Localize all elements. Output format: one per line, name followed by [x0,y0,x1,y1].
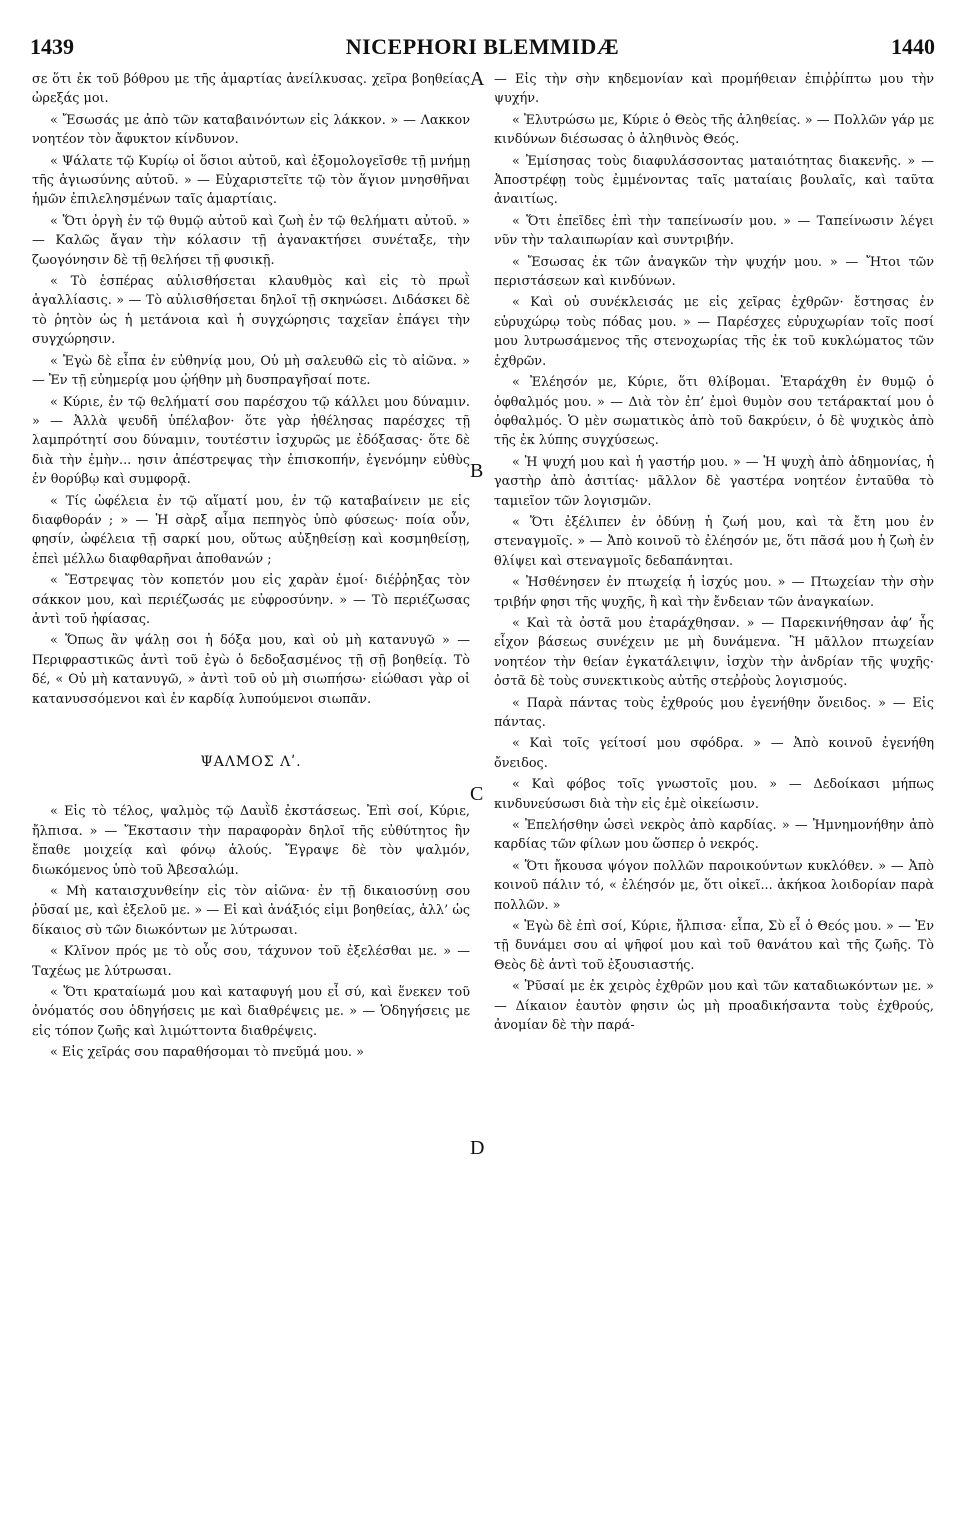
paragraph: « Ὅτι ὀργὴ ἐν τῷ θυμῷ αὐτοῦ καὶ ζωὴ ἐν τῷ θελήματι αὐτοῦ. » — Καλῶς ἄγαν τὴν κόλασιν τῇ ἀγανακτήσει συνέταξε, τὴν ζωογόνησιν δὲ τῇ θελήσει τῇ φυσικῇ. [32,213,470,268]
paragraph: « Ἐπελήσθην ὡσεὶ νεκρὸς ἀπὸ καρδίας. » — Ἠμνημονήθην ἀπὸ καρδίας τῶν φίλων μου ὥσπερ ὁ νεκρός. [494,818,934,853]
paragraph: « Ἐμίσησας τοὺς διαφυλάσσοντας ματαιότητας διακενῆς. » — Ἀποστρέφῃ τοὺς ἐμμένοντας ταῖς ματαίαις βουλαῖς, καὶ ταῦτα ἀναιτίως. [494,153,934,208]
paragraph: « Ἔσωσάς με ἀπὸ τῶν καταβαινόντων εἰς λάκκον. » — Λακκον νοητέον τὸν ἄφυκτον κίνδυνον. [32,112,470,148]
paragraph: « Ὅπως ἂν ψάλῃ σοι ἡ δόξα μου, καὶ οὐ μὴ κατανυγῶ » — Περιφραστικῶς ἀντὶ τοῦ ἐγὼ ὁ δεδοξασμένος τῇ σῇ βοηθείᾳ. Τὸ δέ, « Οὐ μὴ κατανυγῶ, » ἀντὶ τοῦ οὐ μὴ σιωπήσω· εἰώθασι γὰρ οἱ κατανυσσόμενοι καὶ ἐν καρδίᾳ λυπούμενοι σιωπᾶν. [32,633,470,707]
paragraph: « Ψάλατε τῷ Κυρίῳ οἱ ὅσιοι αὐτοῦ, καὶ ἐξομολογεῖσθε τῇ μνήμῃ τῆς ἁγιωσύνης αὐτοῦ. » — Εὐχαριστεῖτε τῷ τὸν ἅγιον μνησθῆναι ἡμῶν ἐπιλελησμένων ταῖς ἁμαρτίαις. [32,153,470,208]
paragraph: « Ὅτι ἤκουσα ψόγον πολλῶν παροικούντων κυκλόθεν. » — Ἀπὸ κοινοῦ πάλιν τό, « ἐλέησόν με, ὅτι οἰκεῖ... ἀκήκοα λοιδορίαν παρὰ πολλῶν. » [494,858,934,913]
paragraph: « Ἠσθένησεν ἐν πτωχείᾳ ἡ ἰσχύς μου. » — Πτωχείαν τὴν σὴν τριβήν φησι τῆς ψυχῆς, ἢ καὶ τὴν ἔνδειαν τῶν ἀναγκαίων. [494,575,934,610]
paragraph: « Ὅτι ἐπεῖδες ἐπὶ τὴν ταπείνωσίν μου. » — Ταπείνωσιν λέγει νῦν τὴν ταλαιπωρίαν καὶ συντριβήν. [494,213,934,249]
paragraph: « Καὶ τὰ ὀστᾶ μου ἐταράχθησαν. » — Παρεκινήθησαν ἀφ’ ἧς εἶχον βάσεως συνέχειν με μὴ δυνάμενα. Ἢ μᾶλλον πτωχείαν νοητέον τὴν θείαν ἐγκατάλειψιν, ἰσχὺν τὴν ἀνδρίαν τῆς ψυχῆς· ὀστᾶ δὲ τοὺς συνεκτικοὺς αὐτῆς στεῤῥοὺς λογισμούς. [494,615,934,690]
paragraph: « Τίς ὠφέλεια ἐν τῷ αἵματί μου, ἐν τῷ καταβαίνειν με εἰς διαφθοράν ; » — Ἡ σὰρξ αἷμα πεπηγὸς ὑπὸ φύσεως· ποία οὖν, φησίν, ὠφέλεια τῇ σαρκί μου, οὕτως αὐξηθείσῃ καὶ κοσμηθείσῃ, ἐπεὶ μέλλω διαφθαρῆναι ἀποθανών ; [32,493,470,567]
paragraph: « Ἐλυτρώσω με, Κύριε ὁ Θεὸς τῆς ἀληθείας. » — Πολλῶν γάρ με κινδύνων διέσωσας ὁ ἀληθινὸς Θεός. [494,112,934,148]
column-marker-d: D [470,1137,485,1159]
paragraph: σε ὅτι ἐκ τοῦ βόθρου με τῆς ἁμαρτίας ἀνείλκυσας. χεῖρα βοηθείας ὠρεξάς μοι. [32,72,470,107]
paragraph: « Ἡ ψυχή μου καὶ ἡ γαστήρ μου. » — Ἡ ψυχὴ ἀπὸ ἀδημονίας, ἡ γαστὴρ ἀπὸ ἀσιτίας· μᾶλλον δὲ γαστέρα νοητέον ἐνταῦθα τὸ ταμιεῖον τῶν λογισμῶν. [494,454,934,509]
section-heading: ΨΑΛΜΟΣ Λʹ. [200,754,302,770]
left-column [32,70,470,1065]
paragraph: « Κλῖνον πρός με τὸ οὖς σου, τάχυνον τοῦ ἐξελέσθαι με. » — Ταχέως με λύτρωσαι. [32,944,470,979]
paragraph: « Καὶ τοῖς γείτοσί μου σφόδρα. » — Ἀπὸ κοινοῦ ἐγενήθη ὄνειδος. [494,736,934,771]
paragraph: « Ἐγὼ δὲ ἐπὶ σοί, Κύριε, ἤλπισα· εἶπα, Σὺ εἶ ὁ Θεός μου. » — Ἐν τῇ δυνάμει σου αἱ ψῆφοί μου καὶ τοῦ θανάτου καὶ τῆς ζωῆς. Τὸ Θεὸς δὲ ἀντὶ τοῦ ἐξουσιαστής. [494,919,934,973]
page-number-left: 1439 [30,34,74,59]
paragraph: « Ἐλέησόν με, Κύριε, ὅτι θλίβομαι. Ἐταράχθη ἐν θυμῷ ὁ ὀφθαλμός μου. » — Διὰ τὸν ἐπ’ ἐμοὶ θυμὸν σου τετάρακταί μου ὁ ὀφθαλμός. Ὁ μὲν σωματικὸς ἀπὸ τοῦ δακρύειν, ὁ δὲ ψυχικὸς ἀπὸ τῆς ἐκ λύπης συγχύσεως. [494,375,934,449]
paragraph: — Εἰς τὴν σὴν κηδεμονίαν καὶ προμήθειαν ἐπιῤῥίπτω μου τὴν ψυχήν. [494,72,934,107]
paragraph: « Καὶ οὐ συνέκλεισάς με εἰς χεῖρας ἐχθρῶν· ἔστησας ἐν εὐρυχώρῳ τοὺς πόδας μου. » — Παρέσχες εὐρυχωρίαν τοῖς ποσί μου λυτρωσάμενος τῆς στενοχωρίας τῆς ἐκ τοῦ κυκλώματος τῶν ἐχθρῶν. [494,295,934,369]
paragraph: « Μὴ καταισχυνθείην εἰς τὸν αἰῶνα· ἐν τῇ δικαιοσύνῃ σου ῥῦσαί με, καὶ ἐξελοῦ με. » — Εἰ καὶ ἀνάξιός εἰμι βοηθείας, ἀλλ’ ὡς δίκαιος σὺ τῶν διωκόντων με λύτρωσαι. [32,884,470,938]
paragraph: « Ῥῦσαί με ἐκ χειρὸς ἐχθρῶν μου καὶ τῶν καταδιωκόντων με. » — Δίκαιον ἑαυτὸν φησιν ὡς μὴ προαδικήσαντα τοὺς ἐχθρούς, ἀνομίαν δὲ τὴν παρά- [494,979,934,1034]
column-marker-a: A [470,68,485,90]
paragraph: « Τὸ ἑσπέρας αὐλισθήσεται κλαυθμὸς καὶ εἰς τὸ πρωῒ ἀγαλλίασις. » — Τὸ αὐλισθήσεται δηλοῖ τῇ σκηνώσει. Διδάσκει δὲ τὸ ῥητὸν ὡς ἡ μετάνοια καὶ ἡ συγχώρησις ταχεῖαν ἐπάγει τὴν συγχώρησιν. [32,274,470,348]
paragraph: « Ἔσωσας ἐκ τῶν ἀναγκῶν τὴν ψυχήν μου. » — Ἤτοι τῶν περιστάσεων καὶ κινδύνων. [494,254,934,290]
paragraph: « Ὅτι ἐξέλιπεν ἐν ὀδύνῃ ἡ ζωή μου, καὶ τὰ ἔτη μου ἐν στεναγμοῖς. » — Ἀπὸ κοινοῦ τὸ ἐλέησόν με, ὅτι πᾶσά μου ἡ ζωὴ ἐν θλίψει καὶ στεναγμοῖς δεδαπάνηται. [494,514,934,569]
paragraph: « Εἰς τὸ τέλος, ψαλμὸς τῷ Δαυῒδ ἐκστάσεως. Ἐπὶ σοί, Κύριε, ἤλπισα. » — Ἔκστασιν τὴν παραφορὰν δηλοῖ τῆς εὐθύτητος ἣν ἔπαθε μοιχείᾳ καὶ φόνῳ ἁλούς. Ἔγραψε δὲ τὸν ψαλμόν, διωκόμενος ὑπὸ τοῦ Ἀβεσαλώμ. [32,804,470,878]
paragraph: « Ὅτι κραταίωμά μου καὶ καταφυγή μου εἶ σύ, καὶ ἕνεκεν τοῦ ὀνόματός σου ὁδηγήσεις με καὶ διαθρέψεις με. » — Ὁδηγήσεις με εἰς τόπον ζωῆς καὶ λιμώττοντα διαθρέψεις. [32,985,470,1039]
right-column [494,70,934,1038]
paragraph: « Κύριε, ἐν τῷ θελήματί σου παρέσχου τῷ κάλλει μου δύναμιν. » — Ἀλλὰ ψευδῆ ὑπέλαβον· ὅτε γὰρ ἠθέλησας παρέσχες τῇ λαμπρότητί σου δύναμιν, τουτέστιν ἰσχυρῶς με ἐδόξασας· ὅτε δὲ διὰ τὴν ἐμὴν... ησιν ἀπέστρεψας τὴν ἐπισκοπήν, ἐγενόμην εὐθὺς ἐν θορύβῳ καὶ συμφορᾷ. [32,394,470,488]
paragraph: « Εἰς χεῖράς σου παραθήσομαι τὸ πνεῦμά μου. » [50,1045,364,1061]
paragraph: « Ἔστρεψας τὸν κοπετόν μου εἰς χαρὰν ἐμοί· διέῤῥηξας τὸν σάκκον μου, καὶ περιέζωσάς με εὐφροσύνην. » — Τὸ περιέζωσας ἀντὶ τοῦ ἠφίασας. [32,573,470,627]
running-title: NICEPHORI BLEMMIDÆ [345,34,620,59]
page-number-right: 1440 [891,34,935,59]
paragraph: « Καὶ φόβος τοῖς γνωστοῖς μου. » — Δεδοίκασι μήπως κινδυνεύσωσι διὰ τὴν εἰς ἐμὲ οἰκείωσιν. [494,777,934,812]
paragraph: « Ἐγὼ δὲ εἶπα ἐν εὐθηνίᾳ μου, Οὐ μὴ σαλευθῶ εἰς τὸ αἰῶνα. » — Ἐν τῇ εὐημερίᾳ μου ᾠήθην μὴ δυσπραγῆσαί ποτε. [32,353,470,389]
page-header [30,30,935,70]
column-marker-c: C [470,783,484,805]
paragraph: « Παρὰ πάντας τοὺς ἐχθρούς μου ἐγενήθην ὄνειδος. » — Εἰς πάντας. [494,695,934,730]
column-marker-b: B [470,460,484,482]
